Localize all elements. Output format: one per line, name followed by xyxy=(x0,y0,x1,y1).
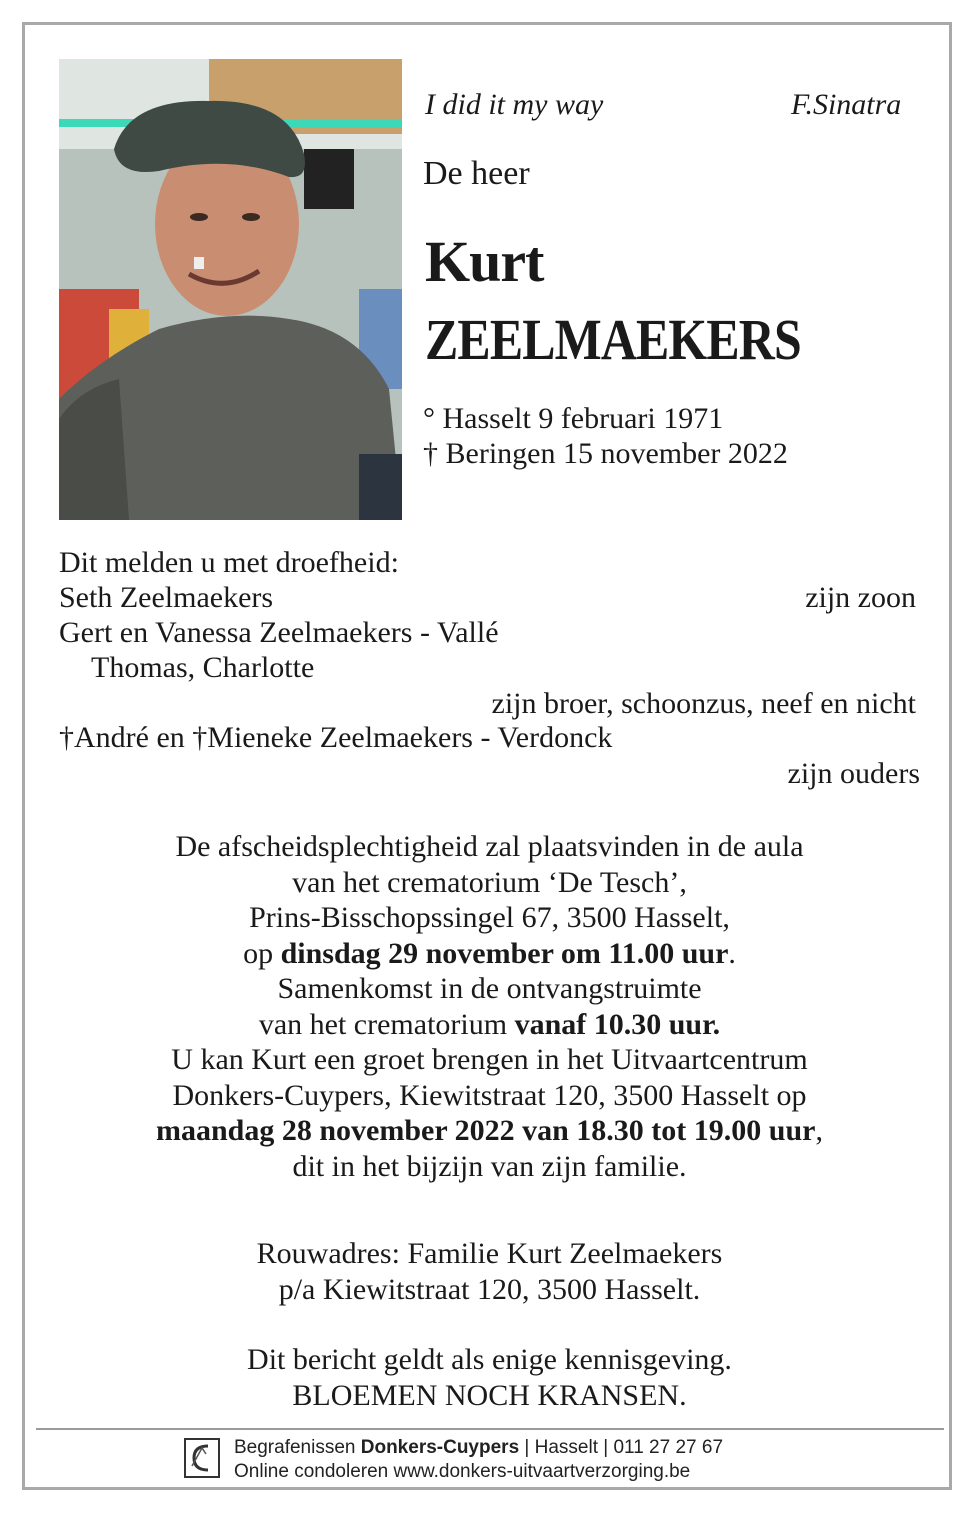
ceremony-line: De afscheidsplechtigheid zal plaatsvinden in de aula xyxy=(175,830,804,863)
family-member-relation: zijn zoon xyxy=(805,581,916,614)
family-member-name: Gert en Vanessa Zeelmaekers - Vallé xyxy=(59,616,499,649)
family-member-children: Thomas, Charlotte xyxy=(91,651,315,684)
notice-text xyxy=(59,1342,920,1413)
ceremony-date-bold: dinsdag 29 november om 11.00 uur xyxy=(280,936,729,970)
footer-prefix: Begrafenissen xyxy=(234,1437,361,1458)
ceremony-line: dit in het bijzijn van zijn familie. xyxy=(292,1149,687,1183)
mourning-address xyxy=(59,1236,920,1307)
funeral-home-logo-icon xyxy=(184,1438,220,1478)
ceremony-line: Prins-Bisschopssingel 67, 3500 Hasselt, xyxy=(249,901,730,934)
portrait-photo xyxy=(59,59,402,520)
footer-divider xyxy=(36,1428,944,1430)
footer-text xyxy=(234,1436,723,1484)
quote-author: F.Sinatra xyxy=(791,88,902,121)
ceremony-line xyxy=(59,936,920,972)
ceremony-time-bold: vanaf 10.30 uur. xyxy=(514,1007,721,1041)
footer-company: Donkers-Cuypers xyxy=(360,1437,520,1458)
footer-line xyxy=(234,1436,723,1460)
family-member-name: Seth Zeelmaekers xyxy=(59,581,274,614)
ceremony-text: op xyxy=(243,936,281,970)
address-line: p/a Kiewitstraat 120, 3500 Hasselt. xyxy=(278,1272,701,1306)
death-line: † Beringen 15 november 2022 xyxy=(423,437,788,470)
family-intro: Dit melden u met droefheid: xyxy=(59,546,399,579)
ceremony-line xyxy=(59,1007,920,1043)
notice-line: BLOEMEN NOCH KRANSEN. xyxy=(292,1378,687,1412)
family-member-relation: zijn broer, schoonzus, neef en nicht xyxy=(491,687,916,720)
notice-line: Dit bericht geldt als enige kennisgeving. xyxy=(247,1343,732,1376)
family-member-name: †André en †Mieneke Zeelmaekers - Verdonck xyxy=(59,721,613,754)
ceremony-text: , xyxy=(815,1114,823,1147)
footer-condolence-link[interactable]: Online condoleren www.donkers-uitvaartverzorging.be xyxy=(234,1461,691,1482)
family-member-relation: zijn ouders xyxy=(787,757,920,790)
ceremony-line: Donkers-Cuypers, Kiewitstraat 120, 3500 Hasselt op xyxy=(172,1078,807,1112)
quote-text: I did it my way xyxy=(425,88,604,121)
ceremony-details xyxy=(59,829,920,1184)
honorific-title: De heer xyxy=(423,155,530,192)
address-line: Rouwadres: Familie Kurt Zeelmaekers xyxy=(256,1237,723,1270)
portrait-illustration xyxy=(59,59,402,520)
ceremony-text: . xyxy=(728,936,736,970)
visitation-date-bold: maandag 28 november 2022 van 18.30 tot 19.00 uur xyxy=(156,1114,816,1147)
ceremony-line xyxy=(59,1113,920,1149)
ceremony-text: van het crematorium xyxy=(258,1007,515,1041)
footer-contact: | Hasselt | 011 27 27 67 xyxy=(519,1437,724,1458)
last-name: ZEELMAEKERS xyxy=(425,307,801,372)
ceremony-line: U kan Kurt een groet brengen in het Uitvaartcentrum xyxy=(171,1043,808,1076)
ceremony-line: Samenkomst in de ontvangstruimte xyxy=(277,972,702,1005)
ceremony-line: van het crematorium ‘De Tesch’, xyxy=(292,865,687,899)
birth-line: ° Hasselt 9 februari 1971 xyxy=(423,402,724,435)
first-name: Kurt xyxy=(425,229,544,294)
